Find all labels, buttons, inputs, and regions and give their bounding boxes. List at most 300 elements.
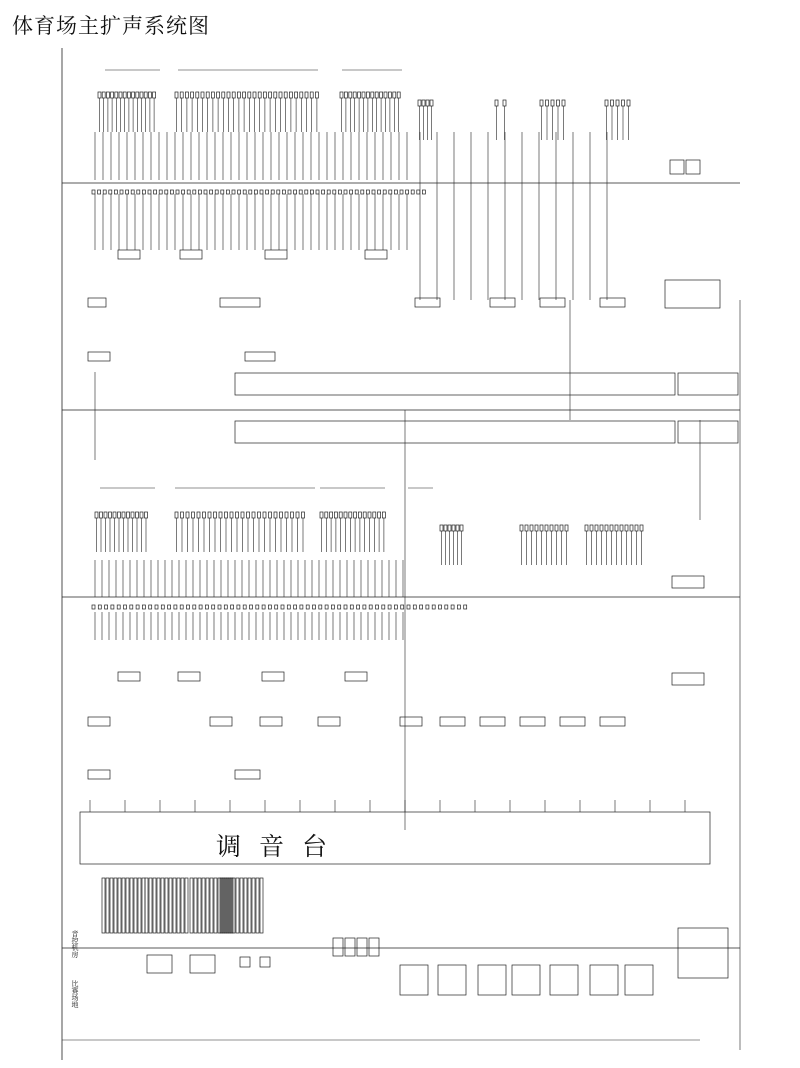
speaker-terminal (274, 92, 277, 98)
speaker-terminal (363, 512, 366, 518)
speaker-terminal (440, 525, 443, 531)
patch-strip (220, 878, 223, 933)
wireless-receiver (369, 938, 379, 956)
speaker-terminal (127, 92, 130, 98)
speaker-terminal (253, 92, 256, 98)
stage-box (147, 955, 172, 973)
speaker-terminal (393, 92, 396, 98)
amp-block (260, 717, 282, 726)
recorder-device (512, 965, 540, 995)
amp-block (540, 298, 565, 307)
terminal (277, 190, 280, 194)
speaker-terminal (622, 100, 625, 106)
stage-box (260, 957, 270, 967)
recorder-device (438, 965, 466, 995)
speaker-terminal (214, 512, 217, 518)
speaker-terminal (555, 525, 558, 531)
speaker-terminal (296, 512, 299, 518)
amp-block (220, 298, 260, 307)
patch-strip (218, 878, 221, 933)
terminal (294, 190, 297, 194)
speaker-terminal (551, 100, 554, 106)
speaker-terminal (560, 525, 563, 531)
amp-block (415, 298, 440, 307)
speaker-terminal (289, 92, 292, 98)
speaker-terminal (354, 512, 357, 518)
wiring-lines (90, 132, 740, 1050)
patch-strip (138, 878, 141, 933)
terminal (325, 605, 328, 609)
speaker-terminal (127, 512, 130, 518)
patch-strip (190, 878, 193, 933)
terminal (182, 190, 185, 194)
amp-block (88, 717, 110, 726)
terminal (205, 605, 208, 609)
amp-block (400, 717, 422, 726)
speaker-terminal (145, 512, 148, 518)
amp-block (235, 770, 260, 779)
speaker-terminal (384, 92, 387, 98)
speaker-terminal (349, 512, 352, 518)
patch-strip (153, 878, 156, 933)
terminal (215, 190, 218, 194)
speaker-terminal (430, 100, 433, 106)
speaker-terminal (600, 525, 603, 531)
amp-block (180, 250, 202, 259)
terminal (411, 190, 414, 194)
terminal (210, 190, 213, 194)
patch-strip (198, 878, 201, 933)
terminal (319, 605, 322, 609)
speaker-terminal (353, 92, 356, 98)
amp-block (88, 770, 110, 779)
patch-strip (206, 878, 209, 933)
speaker-terminal (263, 92, 266, 98)
speaker-terminal (192, 512, 195, 518)
amp-block (480, 717, 505, 726)
speaker-terminal (230, 512, 233, 518)
patch-strip (110, 878, 113, 933)
terminal (376, 605, 379, 609)
terminal (130, 605, 133, 609)
bus-bar (678, 421, 738, 443)
speaker-terminal (371, 92, 374, 98)
speaker-terminal (546, 100, 549, 106)
speaker-terminal (131, 512, 134, 518)
terminal (180, 605, 183, 609)
speaker-terminal (397, 92, 400, 98)
amplifier-blocks (88, 160, 720, 779)
terminal (363, 605, 366, 609)
speaker-terminal (95, 512, 98, 518)
amp-block (600, 298, 625, 307)
terminal (154, 190, 157, 194)
speaker-terminal (339, 512, 342, 518)
speaker-terminal (615, 525, 618, 531)
terminal (413, 605, 416, 609)
patch-strip (252, 878, 255, 933)
terminal (344, 605, 347, 609)
speaker-terminal (106, 92, 109, 98)
speaker-terminal (191, 92, 194, 98)
terminal (299, 190, 302, 194)
recorder-device (400, 965, 428, 995)
speaker-terminal (565, 525, 568, 531)
speaker-terminal (585, 525, 588, 531)
terminal (281, 605, 284, 609)
patch-strip (224, 878, 227, 933)
bus-bar (678, 373, 738, 395)
terminal (464, 605, 467, 609)
speaker-terminal (153, 92, 156, 98)
terminal (120, 190, 123, 194)
patch-strip (210, 878, 213, 933)
terminal (224, 605, 227, 609)
speaker-terminal (236, 512, 239, 518)
speaker-terminal (557, 100, 560, 106)
terminal (294, 605, 297, 609)
amp-block (490, 298, 515, 307)
terminal (109, 190, 112, 194)
speaker-terminal (426, 100, 429, 106)
terminal (420, 605, 423, 609)
terminal (432, 605, 435, 609)
speaker-terminal (495, 100, 498, 106)
terminal (310, 190, 313, 194)
recorder-device (590, 965, 618, 995)
speaker-terminal (530, 525, 533, 531)
terminal (266, 190, 269, 194)
terminal (159, 190, 162, 194)
terminal (350, 605, 353, 609)
speaker-terminal (388, 92, 391, 98)
speaker-terminal (144, 92, 147, 98)
patch-strip (173, 878, 176, 933)
speaker-terminal (325, 512, 328, 518)
speaker-terminal (595, 525, 598, 531)
patch-strip (122, 878, 125, 933)
speaker-terminal (113, 512, 116, 518)
speaker-terminal (611, 100, 614, 106)
patch-strip (165, 878, 168, 933)
patch-strip (214, 878, 217, 933)
patch-strip (256, 878, 259, 933)
patch-strip (236, 878, 239, 933)
patch-strip (106, 878, 109, 933)
speaker-terminal (197, 512, 200, 518)
speaker-terminal (243, 92, 246, 98)
terminal (136, 605, 139, 609)
terminal (361, 190, 364, 194)
terminal (243, 605, 246, 609)
speaker-terminal (285, 512, 288, 518)
terminal (221, 190, 224, 194)
speaker-terminal (175, 512, 178, 518)
terminal (204, 190, 207, 194)
terminal (417, 190, 420, 194)
bus-bar (235, 421, 675, 443)
terminal (457, 605, 460, 609)
speaker-terminal (295, 92, 298, 98)
patch-strip (226, 878, 229, 933)
terminal (165, 190, 168, 194)
terminal (287, 605, 290, 609)
speaker-terminal (140, 512, 143, 518)
terminal (226, 190, 229, 194)
speaker-terminal (422, 100, 425, 106)
terminal (394, 190, 397, 194)
terminal (333, 190, 336, 194)
stage-box (240, 957, 250, 967)
speaker-groups (95, 70, 643, 565)
monitor-block (672, 576, 704, 588)
amp-block (265, 250, 287, 259)
terminal (260, 190, 263, 194)
speaker-terminal (225, 512, 228, 518)
terminal (187, 190, 190, 194)
terminal (401, 605, 404, 609)
terminal (174, 605, 177, 609)
speaker-terminal (119, 92, 122, 98)
terminal (344, 190, 347, 194)
terminal (238, 190, 241, 194)
terminal (124, 605, 127, 609)
terminal (137, 190, 140, 194)
terminal (407, 605, 410, 609)
page-title: 体育场主扩声系统图 (12, 14, 210, 38)
terminal (142, 190, 145, 194)
speaker-terminal (605, 100, 608, 106)
terminal (193, 605, 196, 609)
speaker-terminal (248, 92, 251, 98)
patch-strip (244, 878, 247, 933)
speaker-terminal (315, 92, 318, 98)
terminal (350, 190, 353, 194)
speaker-terminal (418, 100, 421, 106)
terminal (117, 605, 120, 609)
terminal (187, 605, 190, 609)
monitor-block (670, 160, 684, 174)
patch-strip (169, 878, 172, 933)
speaker-terminal (115, 92, 118, 98)
terminal (382, 605, 385, 609)
terminal (439, 605, 442, 609)
speaker-terminal (535, 525, 538, 531)
terminal (378, 190, 381, 194)
speaker-terminal (148, 92, 151, 98)
terminal (383, 190, 386, 194)
terminal (271, 190, 274, 194)
terminal (338, 605, 341, 609)
speaker-terminal (232, 92, 235, 98)
patch-strip (181, 878, 184, 933)
terminal (262, 605, 265, 609)
speaker-terminal (186, 512, 189, 518)
recorder-device (478, 965, 506, 995)
patch-strip (232, 878, 235, 933)
terminal (316, 190, 319, 194)
speaker-terminal (525, 525, 528, 531)
speaker-terminal (358, 512, 361, 518)
speaker-terminal (136, 512, 139, 518)
speaker-terminal (635, 525, 638, 531)
speaker-terminal (540, 100, 543, 106)
speaker-terminal (269, 512, 272, 518)
recorder-device (625, 965, 653, 995)
terminal (92, 190, 95, 194)
speaker-terminal (111, 92, 114, 98)
speaker-terminal (330, 512, 333, 518)
processor-block (665, 280, 720, 308)
patch-strip (248, 878, 251, 933)
terminal (105, 605, 108, 609)
speaker-terminal (503, 100, 506, 106)
patch-strip (142, 878, 145, 933)
amp-block (345, 672, 367, 681)
speaker-terminal (590, 525, 593, 531)
patch-strip (222, 878, 225, 933)
speaker-terminal (180, 92, 183, 98)
speaker-terminal (300, 92, 303, 98)
terminal (243, 190, 246, 194)
patch-strip (102, 878, 105, 933)
terminal (155, 605, 158, 609)
terminal (388, 605, 391, 609)
terminal (103, 190, 106, 194)
speaker-terminal (102, 92, 105, 98)
monitor-block (672, 673, 704, 685)
patch-strip (145, 878, 148, 933)
speaker-terminal (302, 512, 305, 518)
terminal (322, 190, 325, 194)
terminal (389, 190, 392, 194)
speaker-terminal (185, 92, 188, 98)
terminal (131, 190, 134, 194)
speaker-terminal (444, 525, 447, 531)
terminal (451, 605, 454, 609)
speaker-terminal (627, 100, 630, 106)
patch-strip (194, 878, 197, 933)
speaker-terminal (98, 92, 101, 98)
patch-strip (149, 878, 152, 933)
amp-block (118, 672, 140, 681)
speaker-terminal (616, 100, 619, 106)
speaker-terminal (550, 525, 553, 531)
speaker-terminal (382, 512, 385, 518)
speaker-terminal (104, 512, 107, 518)
amp-block (520, 717, 545, 726)
speaker-terminal (274, 512, 277, 518)
terminal (98, 190, 101, 194)
speaker-terminal (279, 92, 282, 98)
speaker-terminal (252, 512, 255, 518)
row-label-control-room: 音控机房 (71, 930, 79, 958)
speaker-terminal (375, 92, 378, 98)
speaker-terminal (344, 92, 347, 98)
bottom-devices (62, 878, 728, 1040)
patch-strip (230, 878, 233, 933)
speaker-terminal (610, 525, 613, 531)
monitor-block (686, 160, 700, 174)
terminal (369, 605, 372, 609)
terminal (306, 605, 309, 609)
amp-block (178, 672, 200, 681)
terminal (193, 190, 196, 194)
terminal (232, 190, 235, 194)
speaker-terminal (217, 92, 220, 98)
terminal (300, 605, 303, 609)
terminal (394, 605, 397, 609)
aux-device (678, 928, 728, 978)
speaker-terminal (284, 92, 287, 98)
speaker-terminal (201, 92, 204, 98)
speaker-terminal (362, 92, 365, 98)
speaker-terminal (630, 525, 633, 531)
patch-strip (118, 878, 121, 933)
speaker-terminal (206, 92, 209, 98)
speaker-terminal (237, 92, 240, 98)
terminal (338, 190, 341, 194)
stage-box (190, 955, 215, 973)
speaker-terminal (334, 512, 337, 518)
terminal (111, 605, 114, 609)
terminal (250, 605, 253, 609)
terminal (372, 190, 375, 194)
row-label-field: 比赛场地 (71, 980, 79, 1008)
terminal (327, 190, 330, 194)
amp-block (245, 352, 275, 361)
speaker-terminal (175, 92, 178, 98)
speaker-terminal (280, 512, 283, 518)
patch-strip (228, 878, 231, 933)
amp-block (118, 250, 140, 259)
speaker-terminal (211, 92, 214, 98)
terminal (406, 190, 409, 194)
terminal (161, 605, 164, 609)
terminal (231, 605, 234, 609)
terminal (176, 190, 179, 194)
terminal (126, 190, 129, 194)
terminal (288, 190, 291, 194)
terminal (331, 605, 334, 609)
terminal (445, 605, 448, 609)
terminal (275, 605, 278, 609)
speaker-terminal (448, 525, 451, 531)
recorder-device (550, 965, 578, 995)
terminal (256, 605, 259, 609)
speaker-terminal (241, 512, 244, 518)
speaker-terminal (305, 92, 308, 98)
terminal (199, 605, 202, 609)
speaker-terminal (358, 92, 361, 98)
patch-strip (114, 878, 117, 933)
speaker-terminal (520, 525, 523, 531)
wireless-receiver (345, 938, 355, 956)
terminal (92, 605, 95, 609)
speaker-terminal (378, 512, 381, 518)
amp-block (365, 250, 387, 259)
terminal (148, 190, 151, 194)
speaker-terminal (545, 525, 548, 531)
speaker-terminal (118, 512, 121, 518)
amp-block (600, 717, 625, 726)
patch-strip (260, 878, 263, 933)
speaker-terminal (136, 92, 139, 98)
terminal (254, 190, 257, 194)
terminal (268, 605, 271, 609)
speaker-terminal (258, 92, 261, 98)
terminal (249, 190, 252, 194)
